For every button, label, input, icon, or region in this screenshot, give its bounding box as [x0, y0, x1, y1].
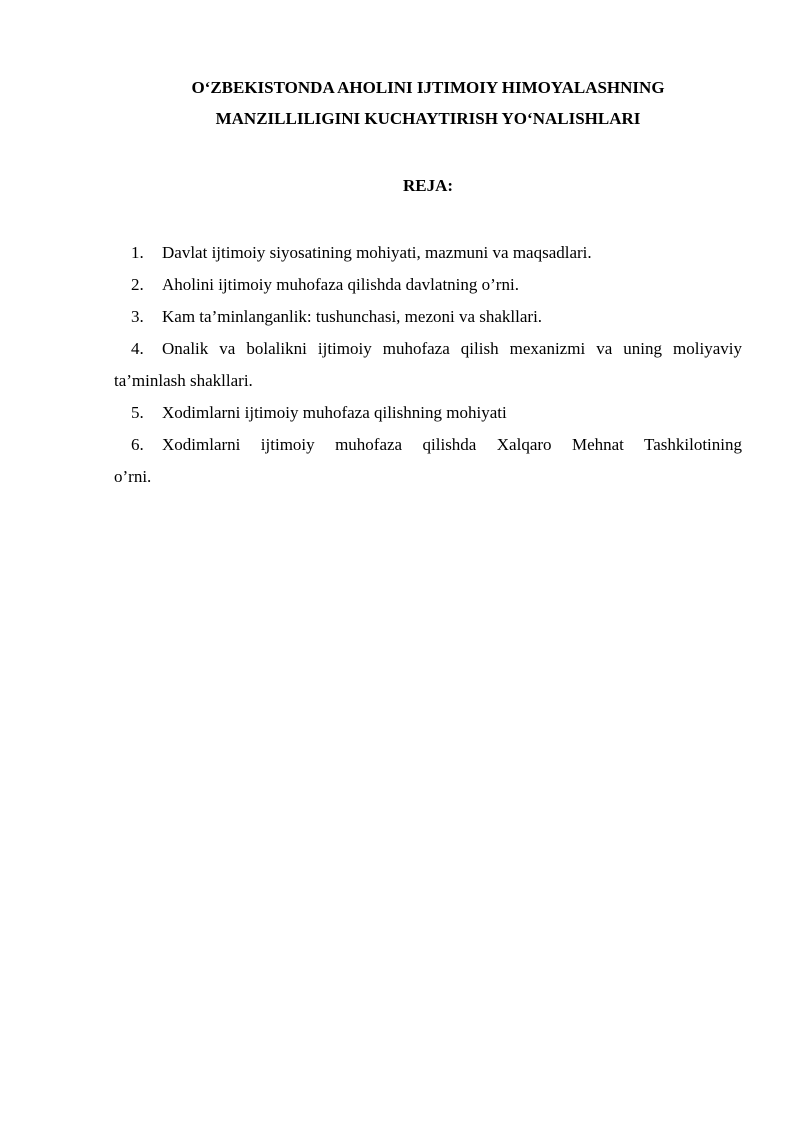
plan-item-6: [114, 429, 742, 493]
plan-item-number: 4.: [131, 339, 144, 358]
document-title-line-2: MANZILLILIGINI KUCHAYTIRISH YO‘NALISHLARI: [215, 109, 641, 128]
plan-item-line: [114, 269, 742, 301]
plan-item-text: Aholini ijtimoiy muhofaza qilishda davlatning o’rni.: [162, 275, 519, 294]
plan-item-number: 2.: [131, 275, 144, 294]
plan-item-line: [114, 429, 742, 461]
plan-item-line: [114, 397, 742, 429]
plan-list: [114, 237, 742, 493]
plan-item-3: [114, 301, 742, 333]
plan-item-5: [114, 397, 742, 429]
plan-item-number: 1.: [131, 243, 144, 262]
plan-item-text: Onalik va bolalikni ijtimoiy muhofaza qilish mexanizmi va uning moliyaviy: [162, 339, 742, 358]
plan-heading: REJA:: [402, 176, 454, 195]
plan-item-text: Davlat ijtimoiy siyosatining mohiyati, mazmuni va maqsadlari.: [162, 243, 592, 262]
plan-item-number: 5.: [131, 403, 144, 422]
plan-item-line: [114, 237, 742, 269]
plan-item-text: Kam ta’minlanganlik: tushunchasi, mezoni va shakllari.: [162, 307, 543, 326]
plan-item-2: [114, 269, 742, 301]
plan-item-continuation: ta’minlash shakllari.: [114, 371, 253, 390]
plan-item-line: [114, 333, 742, 365]
document-title-line-1: O‘ZBEKISTONDA AHOLINI IJTIMOIY HIMOYALASHNING: [191, 78, 665, 97]
plan-item-1: [114, 237, 742, 269]
plan-item-number: 3.: [131, 307, 144, 326]
plan-item-line: [114, 301, 742, 333]
plan-item-4: [114, 333, 742, 397]
plan-item-continuation: o’rni.: [114, 467, 152, 486]
plan-item-number: 6.: [131, 435, 144, 454]
plan-item-text: Xodimlarni ijtimoiy muhofaza qilishda Xalqaro Mehnat Tashkilotining: [162, 435, 742, 454]
plan-item-text: Xodimlarni ijtimoiy muhofaza qilishning mohiyati: [162, 403, 507, 422]
